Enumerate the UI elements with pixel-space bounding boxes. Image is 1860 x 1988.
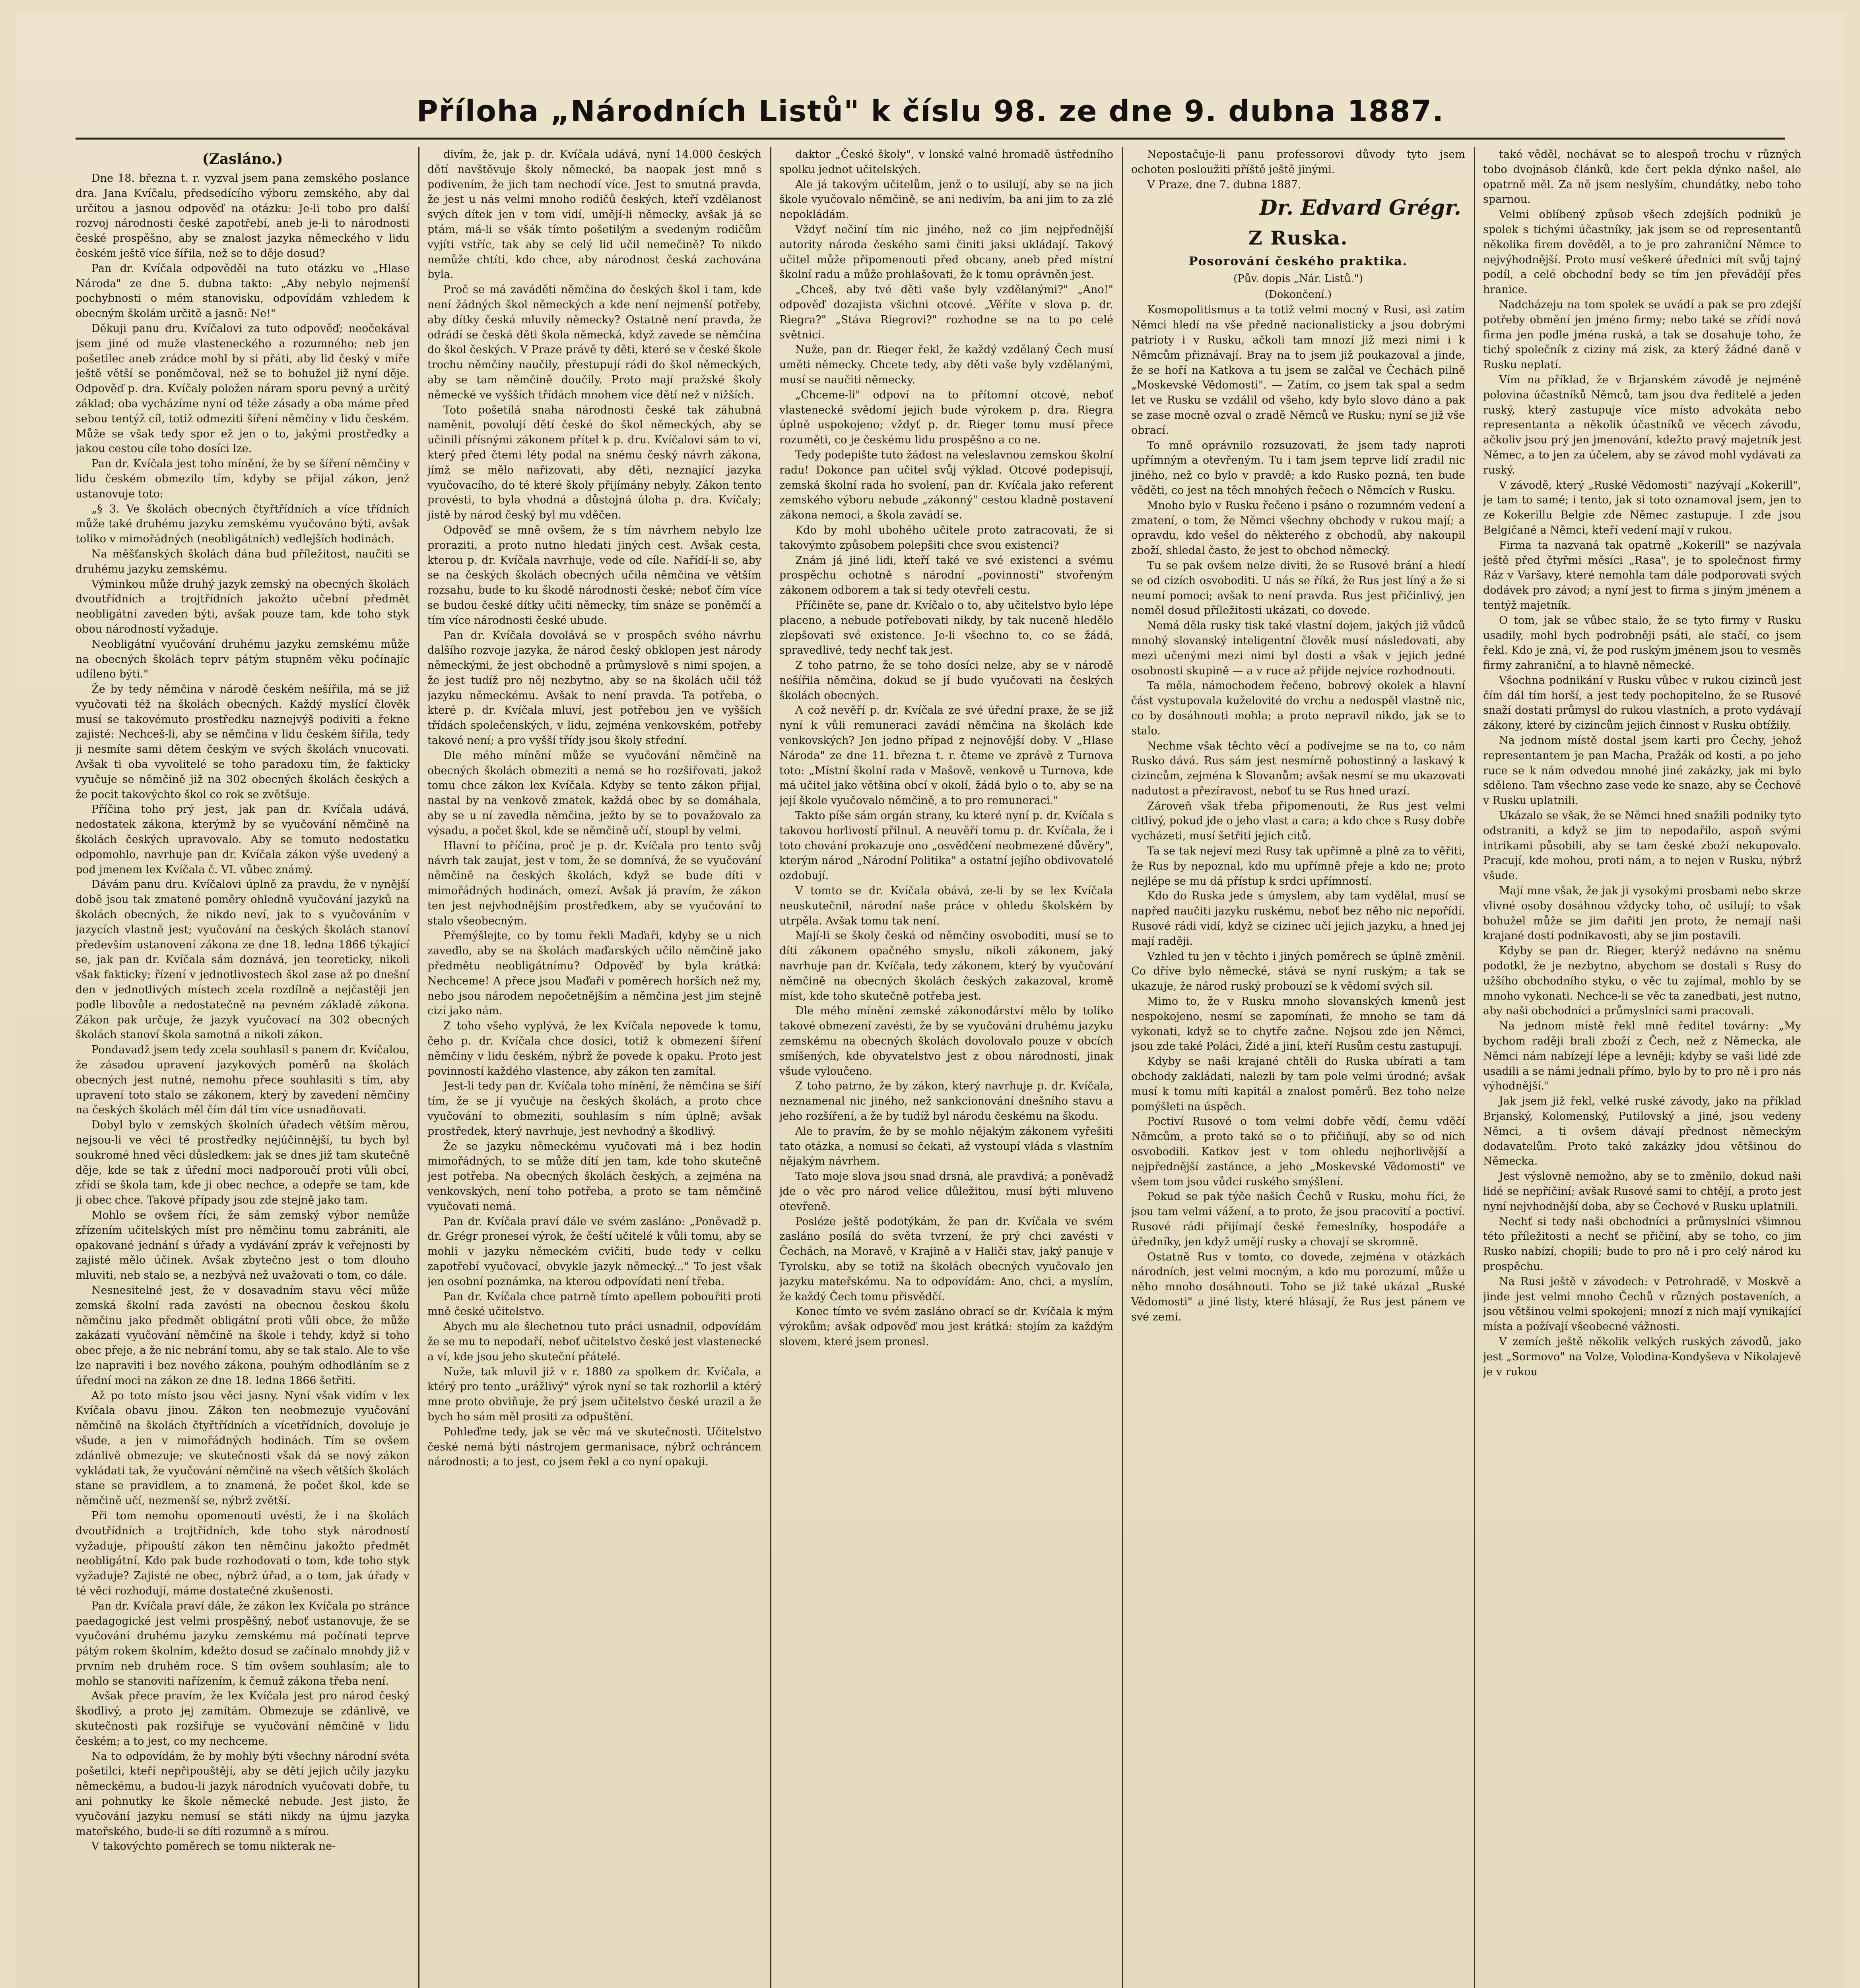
paragraph: Ale já takovým učitelům, jenž o to usilují, aby se na jich škole vyučovalo němčině, se ani nedivím, ba ani jim to za zlé nepokládám.: [779, 178, 1113, 221]
column-divider: [418, 147, 419, 1988]
paragraph: Na to odpovídám, že by mohly býti všechny národní svéta pošetilci, kteří nepřipouštějí, aby se dětí jejich učily jazyku německému, a budou-li jazyk národních vyučovati dobře, tu ani pohnutky ke škole německé nebude. Jest jisto, že vyučování jazyku nemusí se státi nikdy na újmu jazyka mateřského, bude-li se díti rozumně a s mírou.: [76, 1750, 410, 1838]
paragraph: Z toho patrno, že by zákon, který navrhuje p. dr. Kvíčala, neznamenal nic jiného, než sankcionování dnešního stavu a jeho rozšíření, a že by tudíž byl národu českému na škodu.: [779, 1080, 1113, 1122]
paragraph: Na Rusi ještě v závodech: v Petrohradě, v Moskvě a jinde jest velmi mnoho Čechů v různých postaveních, a jsou většinou velmi spokojeni; mnozí z nich mají vynikající místa a požívají všeobecné vážnosti.: [1483, 1275, 1801, 1333]
paragraph: Nemá děla rusky tisk také vlastní dojem, jakých již vůdců mnohý slovanský inteligentní člověk musí následovati, aby mezi učenými mezi nimi byl dosti a však v jejich jedné osobnosti skupině — a v ruce až přijde nejvíce rozhodnouti.: [1131, 619, 1465, 677]
paragraph: Kdo do Ruska jede s úmyslem, aby tam vydělal, musí se napřed naučiti jazyku ruskému, neboť bez něho nic nepořídí. Rusové rádi vidí, když se cizinec učí jejich jazyku, a hned jej mají raději.: [1131, 890, 1465, 947]
paragraph: Příčiněte se, pane dr. Kvíčalo o to, aby učitelstvo bylo lépe placeno, a nebude potřebovati nikdy, by tak nuceně hledělo zlepšovati své existence. Je-li všechno to, co se žádá, spravedlivé, tedy nechť tak jest.: [779, 599, 1113, 657]
column-4: [1131, 147, 1465, 1988]
paragraph: Proč se má zaváděti němčina do českých škol i tam, kde není žádných škol německých a kde není nejmenší potřeby, aby dítky česká mluvily německy? Ostatně není pravda, že odrádí se česká děti škola německá, když zavede se němčina do škol českých. V Praze právě ty děti, které se v české škole trochu němčiny naučily, přestupují rádi do škol německých, aby se tam němčině doučily. Proto mají pražské školy německé ve vyšších třídách mnohem více dětí než v nižších.: [427, 283, 761, 401]
newspaper-page: [16, 12, 1845, 1988]
paragraph: také věděl, nechávat se to alespoň trochu v různých tobo dvojnásob článků, kde čert pekla dýnko našel, ale opatrně měl. Za ně jsem neslyším, chundátky, nebo toho sparnou.: [1483, 148, 1801, 206]
paragraph: Děkuji panu dru. Kvíčalovi za tuto odpověď; neočekával jsem jiné od muže vlasteneckého a rozumného; neb jen pošetilec aneb zrádce mohl by si přáti, aby lid český v míře ještě větší se poněmčoval, než se to bohužel již nyní děje. Odpověď p. dra. Kvíčaly položen náram sporu pevný a určitý základ; oba vycházíme nyní od téže zásady a oba máme před sebou tentýž cíl, totiž odmeziti šíření němčiny v lidu českém. Může se však tedy spor ež jen o to, jakými prostředky a jakou cestou cíle toho dosíci lze.: [76, 322, 410, 455]
paragraph: Pan dr. Kvíčala jest toho mínění, že by se šíření němčiny v lidu českém obmezilo tím, kdyby se přijal zákon, jenž ustanovuje toto:: [76, 458, 410, 500]
paragraph: Na jednom místě řekl mně ředitel továrny: „My bychom raději brali zboží z Čech, než z Německa, ale Němci nám nabízejí lépe a levněji; kdyby se vaši lidé zde usadili a se námi jednali přímo, bylo by to pro ně i pro nás výhodnější.": [1483, 1020, 1801, 1093]
paragraph: Avšak přece pravím, že lex Kvíčala jest pro národ český škodlivý, a proto jej zamítám. Obmezuje se zdánlivě, ve skutečnosti pak rozšiřuje se vyučování němčině v lidu českém; a to jest, co my nechceme.: [76, 1690, 410, 1747]
paragraph: Vím na příklad, že v Brjanském závodě je nejméně polovina účastníků Němců, tam jsou dva ředitelé a jeden ruský, který zastupuje více místo advokáta nebo representanta a několik účastníků ve věcech závodu, ačkoliv jsou prý jen jmenování, kdežto pravý majetník jest Němec, a to jen za účelem, aby se závod mohl vydávati za ruský.: [1483, 373, 1801, 476]
paragraph: Že by tedy němčina v národě českém nešířila, má se již vyučovati též na školách obecných. Každý myslící člověk musí se takovémuto prostředku naznejvýš podiviti a řekne zajisté: Nechceš-li, aby se němčina v lidu českém šířila, tedy ji nesmíte sami dětem českým ve svých školách vnucovati. Avšak ti oba vyvolitelé se toho paradoxu tím, že fakticky vyučuje se němčině již na 302 obecných školách českých a že pocit takovýchto škol co rok se zvětšuje.: [76, 683, 410, 801]
paragraph: Ostatně Rus v tomto, co dovede, zejména v otázkách národních, jest velmi mocným, a kdo mu porozumí, může u něho mnoho dosáhnouti. Toho se již také ukázal „Ruské Vědomosti" a jiné listy, které hlásají, že Rus jest pánem ve své zemi.: [1131, 1250, 1465, 1323]
paragraph: To mně oprávnilo rozsuzovati, že jsem tady naproti upřímným a otevřeným. Tu i tam jsem teprve lidí zradil nic jiného, než co bylo v pravdě; a kdo Rusko pozná, ten bude věděti, co jest na těch mnohých řečech o Němcích v Rusku.: [1131, 439, 1465, 497]
paragraph: Firma ta nazvaná tak opatrně „Kokerill" se nazývala ještě před čtyřmi měsíci „Rasa", je to společnost firmy Ráz v Varšavy, které nemohla tam dále podporovati svých dodávek pro závod; a nyní jest to firma s jiným jménem a tentýž majetník.: [1483, 539, 1801, 612]
paragraph: Že se jazyku německému vyučovati má i bez hodin mimořádných, to se může dítí jen tam, kde toho skutečně jest potřeba. Na obecných školách českých, a zejména na venkovských, není toho potřeba, a proto se tam němčině vyučovati nemá.: [427, 1140, 761, 1213]
paragraph: „Chceme-li" odpoví na to přítomní otcové, neboť vlastenecké svědomí jejich bude výrokem p. dra. Riegra úplně uspokojeno; vždyť p. dr. Rieger tomu musí přece rozuměti, co je českému lidu prospěšno a co ne.: [779, 388, 1113, 447]
section-continuation: (Dokončení.): [1264, 289, 1332, 301]
column-1: [76, 147, 410, 1988]
paragraph: Z toho všeho vyplývá, že lex Kvíčala nepovede k tomu, čeho p. dr. Kvíčala chce dosíci, totiž k obmezení šíření němčiny v lidu českém, nýbrž že povede k opaku. Proto jest povinností každého vlastence, aby zákon ten zamítal.: [427, 1020, 761, 1077]
paragraph: Až po toto místo jsou věci jasny. Nyní však vidím v lex Kvíčala obavu jinou. Zákon ten neobmezuje vyučování němčině na školách čtyřtřídních a vícetřídních, dovoluje je všude, a jen v mimořádných hodinách. Tím se ovšem zdánlivě obmezuje; ve skutečnosti však dá se nový zákon vykládati tak, že vyučování němčině na všech větších školách stane se pravidlem, a to znamená, že počet škol, kde se němčině učí, nezmenší se, nýbrž zvětší.: [76, 1389, 410, 1507]
paragraph: Konec tímto ve svém zasláno obrací se dr. Kvíčala k mým výrokům; avšak odpověď mou jest krátká: stojím za každým slovem, které jsem pronesl.: [779, 1305, 1113, 1348]
paragraph: Mimo to, že v Rusku mnoho slovanských kmenů jest nespokojeno, nesmí se zapomínati, že mnoho se tam dá vykonati, když se to chytře začne. Nejsou zde jen Němci, jsou zde také Poláci, Židé a jiní, kteří Rusům cestu zastupují.: [1131, 995, 1465, 1053]
paragraph: Tedy podepište tuto žádost na veleslavnou zemskou školní radu! Dokonce pan učitel svůj výklad. Otcové podepisují, zemská školní rada ho svolení, pan dr. Kvíčala jako referent zemského výboru nebude „zákonný" cestou kladně postavení zákona nemoci, a škola zavádí se.: [779, 448, 1113, 522]
paragraph: Dávám panu dru. Kvíčalovi úplně za pravdu, že v nynější době jsou tak zmatené poměry ohledně vyučování jazyků na školách obecných, že nikdo neví, jak to s vyučováním v jazycích vlastně jest; vyučování na českých školách stanoví především ustanovení zákona ze dne 18. ledna 1866 týkající se, jak pan dr. Kvíčala sám doznává, jen teoreticky, nikoli však fakticky; řízení v jednotlivostech škol zase až po dnešní den v jednotlivých místech zcela rozdílně a nejčastěji jen podle libovůle a nedostatečně na pevném základě zákona. Zákon pak určuje, že jazyk vyučovací na 302 obecných školách stanoví škola samotná a nikoli zákon.: [76, 878, 410, 1041]
paragraph: Poctiví Rusové o tom velmi dobře vědí, čemu vděčí Němcům, a proto také se o to přičiňují, aby se od nich osvobodili. Katkov jest v tom ohledu nejhorlivější a nejpřednější zastánce, a jeho „Moskevské Vědomosti" ve všem tom jsou vůdci ruského smýšlení.: [1131, 1115, 1465, 1188]
paragraph: Ta měla, námochodem řečeno, bobrový okolek a hlavní část vystupovala kuželovité do vrchu a nedospěl vlastně nic, co by dosáhnouti mohla; a proto nepravil nikdo, jak se to stalo.: [1131, 679, 1465, 737]
paragraph: daktor „České školy", v lonské valné hromadě ústředního spolku jednot učitelských.: [779, 148, 1113, 176]
section-source: (Pův. dopis „Nár. Listů."): [1233, 273, 1363, 285]
paragraph: Vždyť nečiní tím nic jiného, než co jim nejpřednější autority národa českého sami činiti jaksi ukládají. Takový učitel může připomenouti před obcany, aneb před místní školní radu a může prohlašovati, že k tomu oprávněn jest.: [779, 223, 1113, 281]
paragraph: Vzhled tu jen v těchto i jiných poměrech se úplně změnil. Co dříve bylo německé, stává se nyní ruským; a tak se ukazuje, že národ ruský probouzí se k vědomí svých sil.: [1131, 950, 1465, 993]
paragraph: Jest-li tedy pan dr. Kvíčala toho mínění, že němčina se šíří tím, že se jí vyučuje na českých školách, a proto chce vyučování to obmeziti, souhlasím s ním úplně; avšak prostředek, který navrhuje, jest nevhodný a škodlivý.: [427, 1080, 761, 1138]
paragraph: Mají mne však, že jak ji vysokými prosbami nebo skrze vlivné osoby dosáhnou vždycky toho, oč usilují; to však bohužel může se jim dařiti jen proto, že nemají naši krajané dosti podnikavosti, aby se jim postavili.: [1483, 885, 1801, 942]
paragraph: Kdyby se pan dr. Rieger, kterýž nedávno na sněmu podotkl, že je nezbytno, abychom se dostali s Rusy do užšího obchodního styku, o věc tu zajímal, mohlo by se mnoho vykonati. Nechce-li se věc ta zanedbati, jest nutno, aby naši obchodníci a průmyslníci sami pracovali.: [1483, 945, 1801, 1017]
paragraph: Dle mého mínění může se vyučování němčině na obecných školách obmeziti a nemá se ho rozšiřovati, jakož tomu chce zákon lex Kvíčala. Kdyby se tento zákon přijal, nastal by na venkově zmatek, každá obec by se domáhala, aby se u ní zavedla němčina, ježto by se to považovalo za výsadu, a počet škol, kde se němčině učí, stoupl by velmi.: [427, 749, 761, 837]
paragraph: Pan dr. Kvíčala praví dále, že zákon lex Kvíčala po stránce paedagogické jest velmi prospěšný, neboť ustanovuje, že se vyučování druhému jazyku zemskému má počínati teprve pátým rokem školním, kdežto dosud se začínalo mnohdy již v prvním neb druhém roce. S tím ovšem souhlasím; ale to mohlo se stanoviti nařízením, k čemuž zákona třeba není.: [76, 1600, 410, 1687]
paragraph: Dle mého mínění zemské zákonodárství mělo by toliko takové obmezení zavésti, že by se vyučování druhému jazyku zemskému na obecných školách dovolovalo pouze v obcích smíšených, kde obyvatelstvo jest z obou národností, jinak všude vyloučeno.: [779, 1005, 1113, 1077]
paragraph: Příčina toho prý jest, jak pan dr. Kvíčala udává, nedostatek zákona, kterýmž by se vyučování němčině na školách českých upravovalo. Aby se tomuto nedostatku odpomohlo, navrhuje pan dr. Kvíčala zákon výše uvedený a pod jmenem lex Kvíčala č. VI. vůbec známý.: [76, 803, 410, 876]
paragraph: Velmi oblíbený způsob všech zdejších podniků je spolek s tichými účastníky, jak jsem se od representantů několika firem dověděl, a to je pro zahraniční Němce to nejvýhodnější. Proto musí veškeré úředníci mít svůj tajný podíl, a celé obchodní bedy se tím jen převádějí přes hranice.: [1483, 208, 1801, 296]
paragraph: Všechna podnikání v Rusku vůbec v rukou cizinců jest čím dál tím horší, a jest tedy pochopitelno, že se Rusové snaží dostati průmysl do rukou vlastních, a proto vydávají zákony, které by cizincům jejich činnost v Rusku obtížily.: [1483, 674, 1801, 732]
column-1-heading: (Zasláno.): [202, 151, 283, 167]
paragraph: Pan dr. Kvíčala odpověděl na tuto otázku ve „Hlase Národa" ze dne 5. dubna takto: „Aby nebylo nejmenší pochybnosti o mém stanovisku, odpovídám vzhledem k obecným školám určitě a jasně: Ne!": [76, 262, 410, 320]
paragraph: Znám já jiné lidi, kteří také ve své existenci a svému prospěchu ochotně s národní „povinností" stvořeným zákonem odborem a tak si tedy otevřeli cestu.: [779, 554, 1113, 597]
paragraph: Toto pošetilá snaha národnosti české tak záhubná naměnit, povolují dětí české do škol německých, aby se učinili přísnými zákonem přítel k p. dru. Kvíčalovi sám to ví, který před čtemi léty podal na snému český návrh zákona, jímž se mělo nařizovati, aby děti, neznající jazyka vyučovacího, do té které školy přijímány nebyly. Zákon tento provésti, to byla vhodná a důstojná úloha p. dra. Kvíčaly; jistě by národ český byl mu vděčen.: [427, 404, 761, 522]
masthead-rule: [76, 138, 1785, 140]
paragraph: V tomto se dr. Kvíčala obává, ze-li by se lex Kvíčala neuskutečnil, národní naše práce v ohledu školském by utrpěla. Avšak tomu tak není.: [779, 885, 1113, 927]
paragraph: Jest výslovně nemožno, aby se to změnilo, dokud naši lidé se nepřičiní; avšak Rusové sami to chtějí, a proto jest nyní nejvhodnější doba, aby se Čechové v Rusku uplatnili.: [1483, 1170, 1801, 1213]
paragraph: Pohleďme tedy, jak se věc má ve skutečnosti. Učitelstvo české nemá býti nástrojem germanisace, nýbrž ochráncem národnosti; a to jest, co jsem řekl a co nyní opakuji.: [427, 1425, 761, 1468]
paragraph: Ukázalo se však, že se Němci hned snažili podniky tyto odstraniti, a když se jim to nepodařilo, aspoň svými intrikami působili, aby se tam české zboží nekupovalo. Pracují, kde mohou, proti nám, a to nejen v Rusku, nýbrž všude.: [1483, 810, 1801, 882]
paragraph: Odpověď se mně ovšem, že s tím návrhem nebylo lze proraziti, a proto nutno hledati jiných cest. Avšak cesta, kterou p. dr. Kvíčala navrhuje, vede od cíle. Nařídí-li se, aby se na českých školách obecných učila němčina ve větším rozsahu, bude to ku škodě národnosti české; neboť čím více se budou české dítky učiti německy, tím snáze se poněmčí a tím více národnosti české ubude.: [427, 524, 761, 627]
paragraph: divím, že, jak p. dr. Kvíčala udává, nyní 14.000 českých dětí navštěvuje školy německé, ba naopak jest mně s podivením, že jich tam nechodí více. Jest to smutná pravda, že jest u nás velmi mnoho rodičů českých, kteří vzdělanost svých dítek jen v tom vidí, umějí-li německy, avšak já se ptám, má-li se všák tímto pošetilým a svedeným rodičům vyjíti vstříc, tak aby se celý lid učil nemečině? To nikdo nemůže chtíti, kdo chce, aby národnost česká zachována byla.: [427, 148, 761, 281]
paragraph: Pondavadž jsem tedy zcela souhlasil s panem dr. Kvíčalou, že zásadou upravení jazykových poměrů na školách obecných jest nutné, nemohu přece souhlasiti s tím, aby upravení toto stalo se zákonem, který by zavedení němčiny na českých školách měl čím dál tím více usnadňovati.: [76, 1044, 410, 1116]
paragraph: Na jednom místě dostal jsem karti pro Čechy, jehož representantem je pan Macha, Pražák od kosti, a po jeho ruce se k nám odvedou mnohé jiné zakázky, jak mi bylo sděleno. Tam všechno zase vede ke snaze, aby se Čechové v Rusku uplatnili.: [1483, 734, 1801, 807]
paragraph: Abych mu ale šlechetnou tuto práci usnadnil, odpovídám že se mu to nepodaří, neboť učitelstvo české jest vlastenecké a ví, kde jsou jeho skuteční přátelé.: [427, 1320, 761, 1363]
paragraph: Nechť si tedy naši obchodníci a průmyslníci všimnou této příležitosti a nechť se přičiní, aby se toho, co jim Rusko nabízí, chopili; bude to pro ně i pro celý národ ku prospěchu.: [1483, 1215, 1801, 1273]
paragraph: „§ 3. Ve školách obecných čtyřtřídních a více třídních může také druhému jazyku zemskému vyučováno býti, avšak toliko v mimořádných (neobligátních) vedlejších hodinách.: [76, 503, 410, 546]
paragraph: Kdyby se naši krajané chtěli do Ruska ubírati a tam obchody zakládati, nalezli by tam pole velmi úrodné; avšak musí k tomu míti kapitál a znalost poměrů. Bez toho nelze pomýšleti na úspěch.: [1131, 1055, 1465, 1113]
paragraph: Ale to pravím, že by se mohlo nějakým zákonem vyřešiti tato otázka, a nemusí se čekati, až vystoupí vláda s vlastním nějakým návrhem.: [779, 1125, 1113, 1168]
paragraph: Pan dr. Kvíčala chce patrně tímto apellem pobouřiti proti mně české učitelstvo.: [427, 1290, 761, 1318]
column-divider: [1122, 147, 1123, 1988]
masthead: Příloha „Národních Listů" k číslu 98. ze dne 9. dubna 1887.: [416, 94, 1445, 128]
paragraph: Tu se pak ovšem nelze diviti, že se Rusové brání a hledí se od cizích osvoboditi. U nás se říká, že Rus jest líný a že si neumí pomoci; avšak to není pravda. Rus jest přičinlivý, jen neměl dosud příležitosti ukázati, co dovede.: [1131, 559, 1465, 617]
paragraph: Nesnesitelné jest, že v dosavadním stavu věcí může zemská školní rada zavésti na obecnou českou školu němčinu jako předmět obligátní proti vůli obce, že může zakázati vyučování němčině na škole i tehdy, když si toho obec přeje, a že nic nebrání tomu, aby se tak stalo. Ale to vše lze napraviti i bez nového zákona, pouhým odhodláním se z úřední moci na zákon ze dne 18. ledna 1866 šetřiti.: [76, 1284, 410, 1387]
paragraph: Tato moje slova jsou snad drsná, ale pravdivá; a poněvadž jde o věc pro národ velice důležitou, musí býti mluveno otevřeně.: [779, 1170, 1113, 1213]
paragraph: Dne 18. března t. r. vyzval jsem pana zemského poslance dra. Jana Kvíčalu, předsedícího výboru zemského, aby dal určitou a jasnou odpověď na otázku: Je-li tobo pro další rozvoj národnosti české zapotřebí, aneb je-li to národnosti české prospěšno, aby se znalost jazyka německého v lidu českém ještě více šířila, než se to děje dosud?: [76, 172, 410, 260]
paragraph: Pan dr. Kvíčala dovolává se v prospěch svého návrhu dalšího rozvoje jazyka, že národ český obklopen jest národy německými, že jest obchodně a průmyslově s nimi spojen, a že jest tudíž pro něj nezbytno, aby se na školách učil též jazyku německému. Avšak to není pravda. Ta potřeba, o které p. dr. Kvíčala mluví, jest potřebou jen ve vyšších třídách společenských, v lidu, zejména venkovském, potřeby takové není; a pro vyšší třídy jsou školy střední.: [427, 629, 761, 747]
section-title: Z Ruska.: [1248, 227, 1348, 250]
paragraph: V Praze, dne 7. dubna 1887.: [1147, 178, 1301, 191]
paragraph: V zemích ještě několik velkých ruských závodů, jako jest „Sormovo" na Volze, Volodina-Kondyševa v Nikolajevě je v rukou: [1483, 1335, 1801, 1378]
paragraph: Posléze ještě podotýkám, že pan dr. Kvíčala ve svém zasláno posílá do světa tvrzení, že prý chci zavésti v Čechách, na Moravě, v Krajině a v Haliči stav, jaký panuje v Tyrolsku, aby se totiž na školách obecných vyučovalo jen jazyku mateřskému. Na to odpovídám: Ano, chci, a myslím, že každý Čech tomu přisvědčí.: [779, 1215, 1113, 1303]
paragraph: Pokud se pak týče našich Čechů v Rusku, mohu říci, že jsou tam velmi vážení, a to proto, že jsou pracovití a poctiví. Rusové rádi přijímají české řemeslníky, hospodáře a úředníky, jen když umějí rusky a chovají se skromně.: [1131, 1190, 1465, 1248]
paragraph: Z toho patrno, že se toho dosíci nelze, aby se v národě nešířila němčina, dokud se jí bude vyučovati na českých školách obecných.: [779, 659, 1113, 702]
paragraph: Pan dr. Kvíčala praví dále ve svém zasláno: „Poněvadž p. dr. Grégr proneseí výrok, že čeští učitelé k vůli tomu, aby se mohli v jazyku německém cvičiti, bude tedy v celku zapotřebí vyučovací, obvykle jazyk německý..." To jest však jen osobní poznámka, na kterou odpovídati není třeba.: [427, 1215, 761, 1288]
paragraph: Mají-li se školy česká od němčiny osvoboditi, musí se to díti zákonem opačného smyslu, nikoli zákonem, jaký navrhuje pan dr. Kvíčala, tedy zákonem, který by vyučování němčině na obecných školách českých zakazoval, kromě míst, kde toho skutečně potřeba jest.: [779, 930, 1113, 1002]
paragraph: O tom, jak se vůbec stalo, že se tyto firmy v Rusku usadily, mohl bych podrobněji psáti, ale stačí, co jsem řekl. Kdo je zná, ví, že pod ruským jménem jsou to vesměs firmy zahraniční, a to hlavně německé.: [1483, 614, 1801, 672]
column-divider: [770, 147, 771, 1988]
paragraph: A což nevěří p. dr. Kvíčala ze své úřední praxe, že se již nyní k vůli remuneraci zavádí němčina na školách kde venkovských? Jen jedno případ z nejnovější doby. V „Hlase Národa" ze dne 11. března t. r. čteme ve zprávě z Turnova toto: „Místní školní rada v Mašově, venkově u Turnova, kde má učitel jako většina obcí v okolí, žádá bylo o to, aby se na její škole vyučovalo němčině, a to pro remuneraci.": [779, 704, 1113, 807]
paragraph: Ta se tak nejeví mezi Rusy tak upřímně a plně za to věřiti, že Rus by nepoznal, kdo mu upřímně přeje a kdo ne; proto nejlépe se mu dá přístup k srdci upřímností.: [1131, 845, 1465, 887]
paragraph: Nechme však těchto věcí a podívejme se na to, co nám Rusko dává. Rus sám jest nesmírně pohostinný a laskavý k cizincům, zejména k Slovanům; avšak nesmí se mu ukazovati nadutost a přezíravost, neboť tu se Rus hned urazí.: [1131, 740, 1465, 797]
paragraph: Kdo by mohl ubohého učitele proto zatracovati, že si takovýmto způsobem polepšiti chce svou existenci?: [779, 524, 1113, 551]
paragraph: V takovýchto poměrech se tomu nikterak ne-: [91, 1840, 336, 1853]
paragraph: Takto píše sám orgán strany, ku které nyní p. dr. Kvíčala s takovou horlivostí přilnul. A neuvěří tomu p. dr. Kvíčala, že i toto chování prokazuje ono „osvědčení neobmezené důvěry", kterým národ „Národní Politika" a ostatní jejího obdivovatelé ozdobují.: [779, 810, 1113, 882]
paragraph: Výminkou může druhý jazyk zemský na obecných školách dvoutřídních a trojtřídních jakožto učební předmět neobligátní zaveden býti, avšak pouze tam, kde toho styk obou národností vyžaduje.: [76, 578, 410, 635]
paragraph: Při tom nemohu opomenouti uvésti, že i na školách dvoutřídních a trojtřídních, kde toho styk národností vyžaduje, připouští zákon ten němčinu jakožto předmět neobligátní. Kdo pak bude rozhodovati o tom, kde toho styk vyžaduje? Zajisté ne obec, nýbrž úřad, a o tom, jak úřady v té věci rozhodují, máme dostatečné zkušenosti.: [76, 1509, 410, 1597]
paragraph: Zároveň však třeba připomenouti, že Rus jest velmi citlivý, pokud jde o jeho vlast a cara; a kdo chce s Rusy dobře vycházeti, musí šetřiti jejich citů.: [1131, 800, 1465, 843]
paragraph: Nepostačuje-li panu professorovi důvody tyto jsem ochoten posloužiti příště ještě jinými.: [1131, 148, 1465, 176]
paragraph: Na měšťanských školách dána bud příležitost, naučiti se druhému jazyku zemskému.: [76, 547, 410, 575]
paragraph: „Chceš, aby tvé děti vaše byly vzdělanými?" „Ano!" odpověď dozajista všichni otcové. „Věříte v slova p. dr. Riegra?" „Stáva Riegrovi?" rozhodne se na to po celé světnici.: [779, 283, 1113, 341]
paragraph: Mohlo se ovšem říci, že sám zemský výbor nemůže zřízením učitelských míst pro němčinu tomu zabrániti, ale opakované jednání s úřady a vydávání zpráv k veřejnosti by zajisté mělo účinek. Avšak zbytečno jest o tom dlouho mluviti, neb stalo se, a nezbývá než uvažovati o tom, co dále.: [76, 1209, 410, 1282]
text-columns: [76, 147, 1801, 1988]
paragraph: V závodě, který „Ruské Vědomosti" nazývají „Kokerill", je tam to samé; i tento, jak si toto oznamoval jsem, jen to ze Kokerillu Belgie zde Němec zastupuje. I zde jsou Belgičané a Němci, kteří vedení mají v rukou.: [1483, 479, 1801, 536]
paragraph: Jak jsem již řekl, velké ruské závody, jako na příklad Brjanský, Kolomenský, Putilovský a jiné, jsou vedeny Němci, a ti ovšem dávají přednost německým dodavatelům. Proto také zakázky jdou většinou do Německa.: [1483, 1095, 1801, 1168]
paragraph: Kosmopolitismus a ta totiž velmi mocný v Rusi, asi zatím Němci hledí na vše předně nacionalisticky a jsou dobrými patrioty i v Rusku, ačkoli tam mnozí již mezi nimi i k Němcům přiznávají. Bray na to jsem již poukazoval a jinde, že se hoří na Katkova a tu jsem se zalčal ve Čechách pilně „Moskevské Vědomosti". — Zatím, co jsem tak spal a sedm let ve Rusku se vzdálil od všeho, kdy bylo slovo dáno a pak se zase mocně ozval o zradě Němců ve Rusku; nyní se již vše obrací.: [1131, 304, 1465, 437]
column-2: [427, 147, 761, 1988]
paragraph: Nadcházeju na tom spolek se uvádí a pak se pro zdejší potřeby obmění jen jméno firmy; nebo také se zřídí nová firma jen podle jména ruská, a tak se dosahuje toho, že tichý společník z ciziny má zisk, za který žádné daně v Rusku neplatí.: [1483, 298, 1801, 371]
paragraph: Nuže, pan dr. Rieger řekl, že každý vzdělaný Čech musí uměti německy. Chcete tedy, aby děti vaše byly vzdělanými, musí se naučiti německy.: [779, 344, 1113, 386]
section-subtitle: Posorování českého praktika.: [1188, 254, 1408, 269]
author-signature: Dr. Edvard Grégr.: [1259, 196, 1461, 220]
column-5: [1483, 147, 1801, 1988]
column-3: [779, 147, 1113, 1988]
paragraph: Nuže, tak mluvil již v r. 1880 za spolkem dr. Kvíčala, a ktérý pro tento „urážlivý" výrok nyní se tak rozhorlil a ktérý mne proto obviňuje, že prý jsem učitelstvo české urazil a že bych ho sám měl prositi za odpuštění.: [427, 1365, 761, 1423]
paragraph: Hlavní to příčina, proč je p. dr. Kvíčala pro tento svůj návrh tak zaujat, jest v tom, že se domnívá, že se vyučování němčině na českých školách, když se bude díti v mimořádných hodinách, omezí. Avšak já pravím, že zákon ten jest nejvhodnějším prostředkem, aby se vyučování to stalo všeobecným.: [427, 839, 761, 927]
paragraph: Neobligátní vyučování druhému jazyku zemskému může na obecných školách teprv pátým stupněm věku počínajíc udíleno býti.": [76, 638, 410, 681]
paragraph: Přemýšlejte, co by tomu řekli Maďaři, kdyby se u nich zavedlo, aby se na školách maďarských učilo němčině jako předmětu neobligátnímu? Odpověď by byla krátká: Nechceme! A přece jsou Maďaři v poměrech horších než my, nebo jsou národem nepočetnějším a němčina jest jim stejně cizí jako nám.: [427, 930, 761, 1017]
paragraph: Dobyl bylo v zemských školních úřadech větším měrou, nejsou-li ve věci té prostředky nejúčinnější, tu bych byl soukromé hned věci důsledkem: jak se dnes již tam skutečně děje, kde se tak z úřední moci nadporoučí proti vůli obcí, zřídí se škola tam, kde ji obec nechce, a odepře se tam, kde ji obec chce. Takové případy jsou zde stejně jako tam.: [76, 1119, 410, 1207]
paragraph: Mnoho bylo v Rusku řečeno i psáno o rozumném vedení a zmatení, o tom, že Němci všechny obchody v rukou mají; a opravdu, kdo vešel do některého z obchodů, aby nakoupil zboží, shledal často, že jest to obchod německý.: [1131, 499, 1465, 557]
column-divider: [1474, 147, 1475, 1988]
